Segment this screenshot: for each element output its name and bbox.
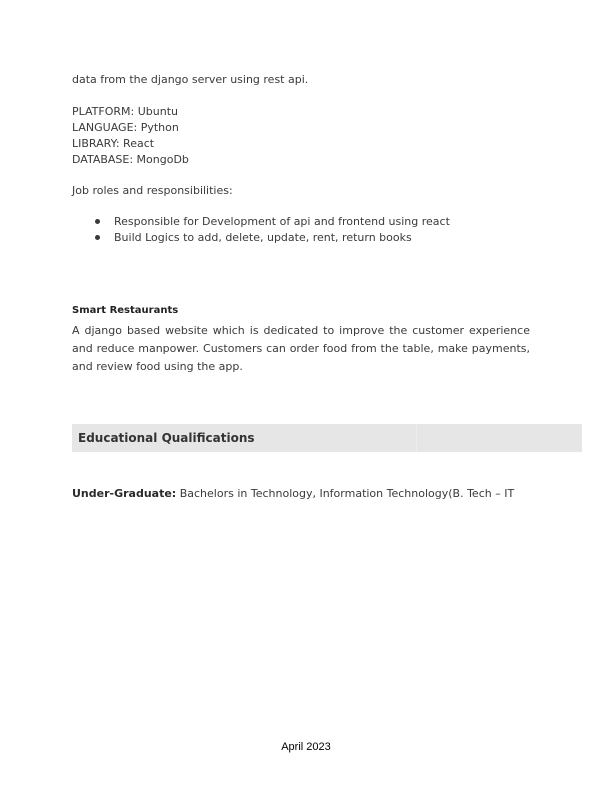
bullet-icon	[95, 235, 100, 240]
section-title: Educational Qualifications	[78, 431, 255, 445]
education-value: Bachelors in Technology, Information Technology(B. Tech – IT	[176, 487, 515, 500]
platform-line: PLATFORM: Ubuntu	[72, 105, 178, 118]
bullet-icon	[95, 219, 100, 224]
project-description: A django based website which is dedicated to improve the customer experience and reduce manpower. Customers can order food from the table, make payments, and review food using the app.	[72, 324, 530, 373]
database-line: DATABASE: MongoDb	[72, 153, 189, 166]
project-title: Smart Restaurants	[72, 305, 179, 316]
education-label: Under-Graduate:	[72, 487, 177, 500]
list-item	[95, 214, 450, 230]
intro-line: data from the django server using rest api.	[72, 73, 309, 86]
library-line: LIBRARY: React	[72, 137, 155, 150]
section-divider	[416, 424, 417, 452]
language-line: LANGUAGE: Python	[72, 121, 179, 134]
page-footer: April 2023	[281, 741, 331, 753]
roles-heading: Job roles and responsibilities:	[72, 184, 233, 197]
list-item	[95, 230, 450, 246]
section-header-education	[72, 424, 582, 452]
list-item-text: Responsible for Development of api and frontend using react	[114, 215, 450, 228]
education-entry	[72, 487, 514, 500]
responsibilities-list	[95, 214, 450, 246]
list-item-text: Build Logics to add, delete, update, rent, return books	[114, 231, 412, 244]
